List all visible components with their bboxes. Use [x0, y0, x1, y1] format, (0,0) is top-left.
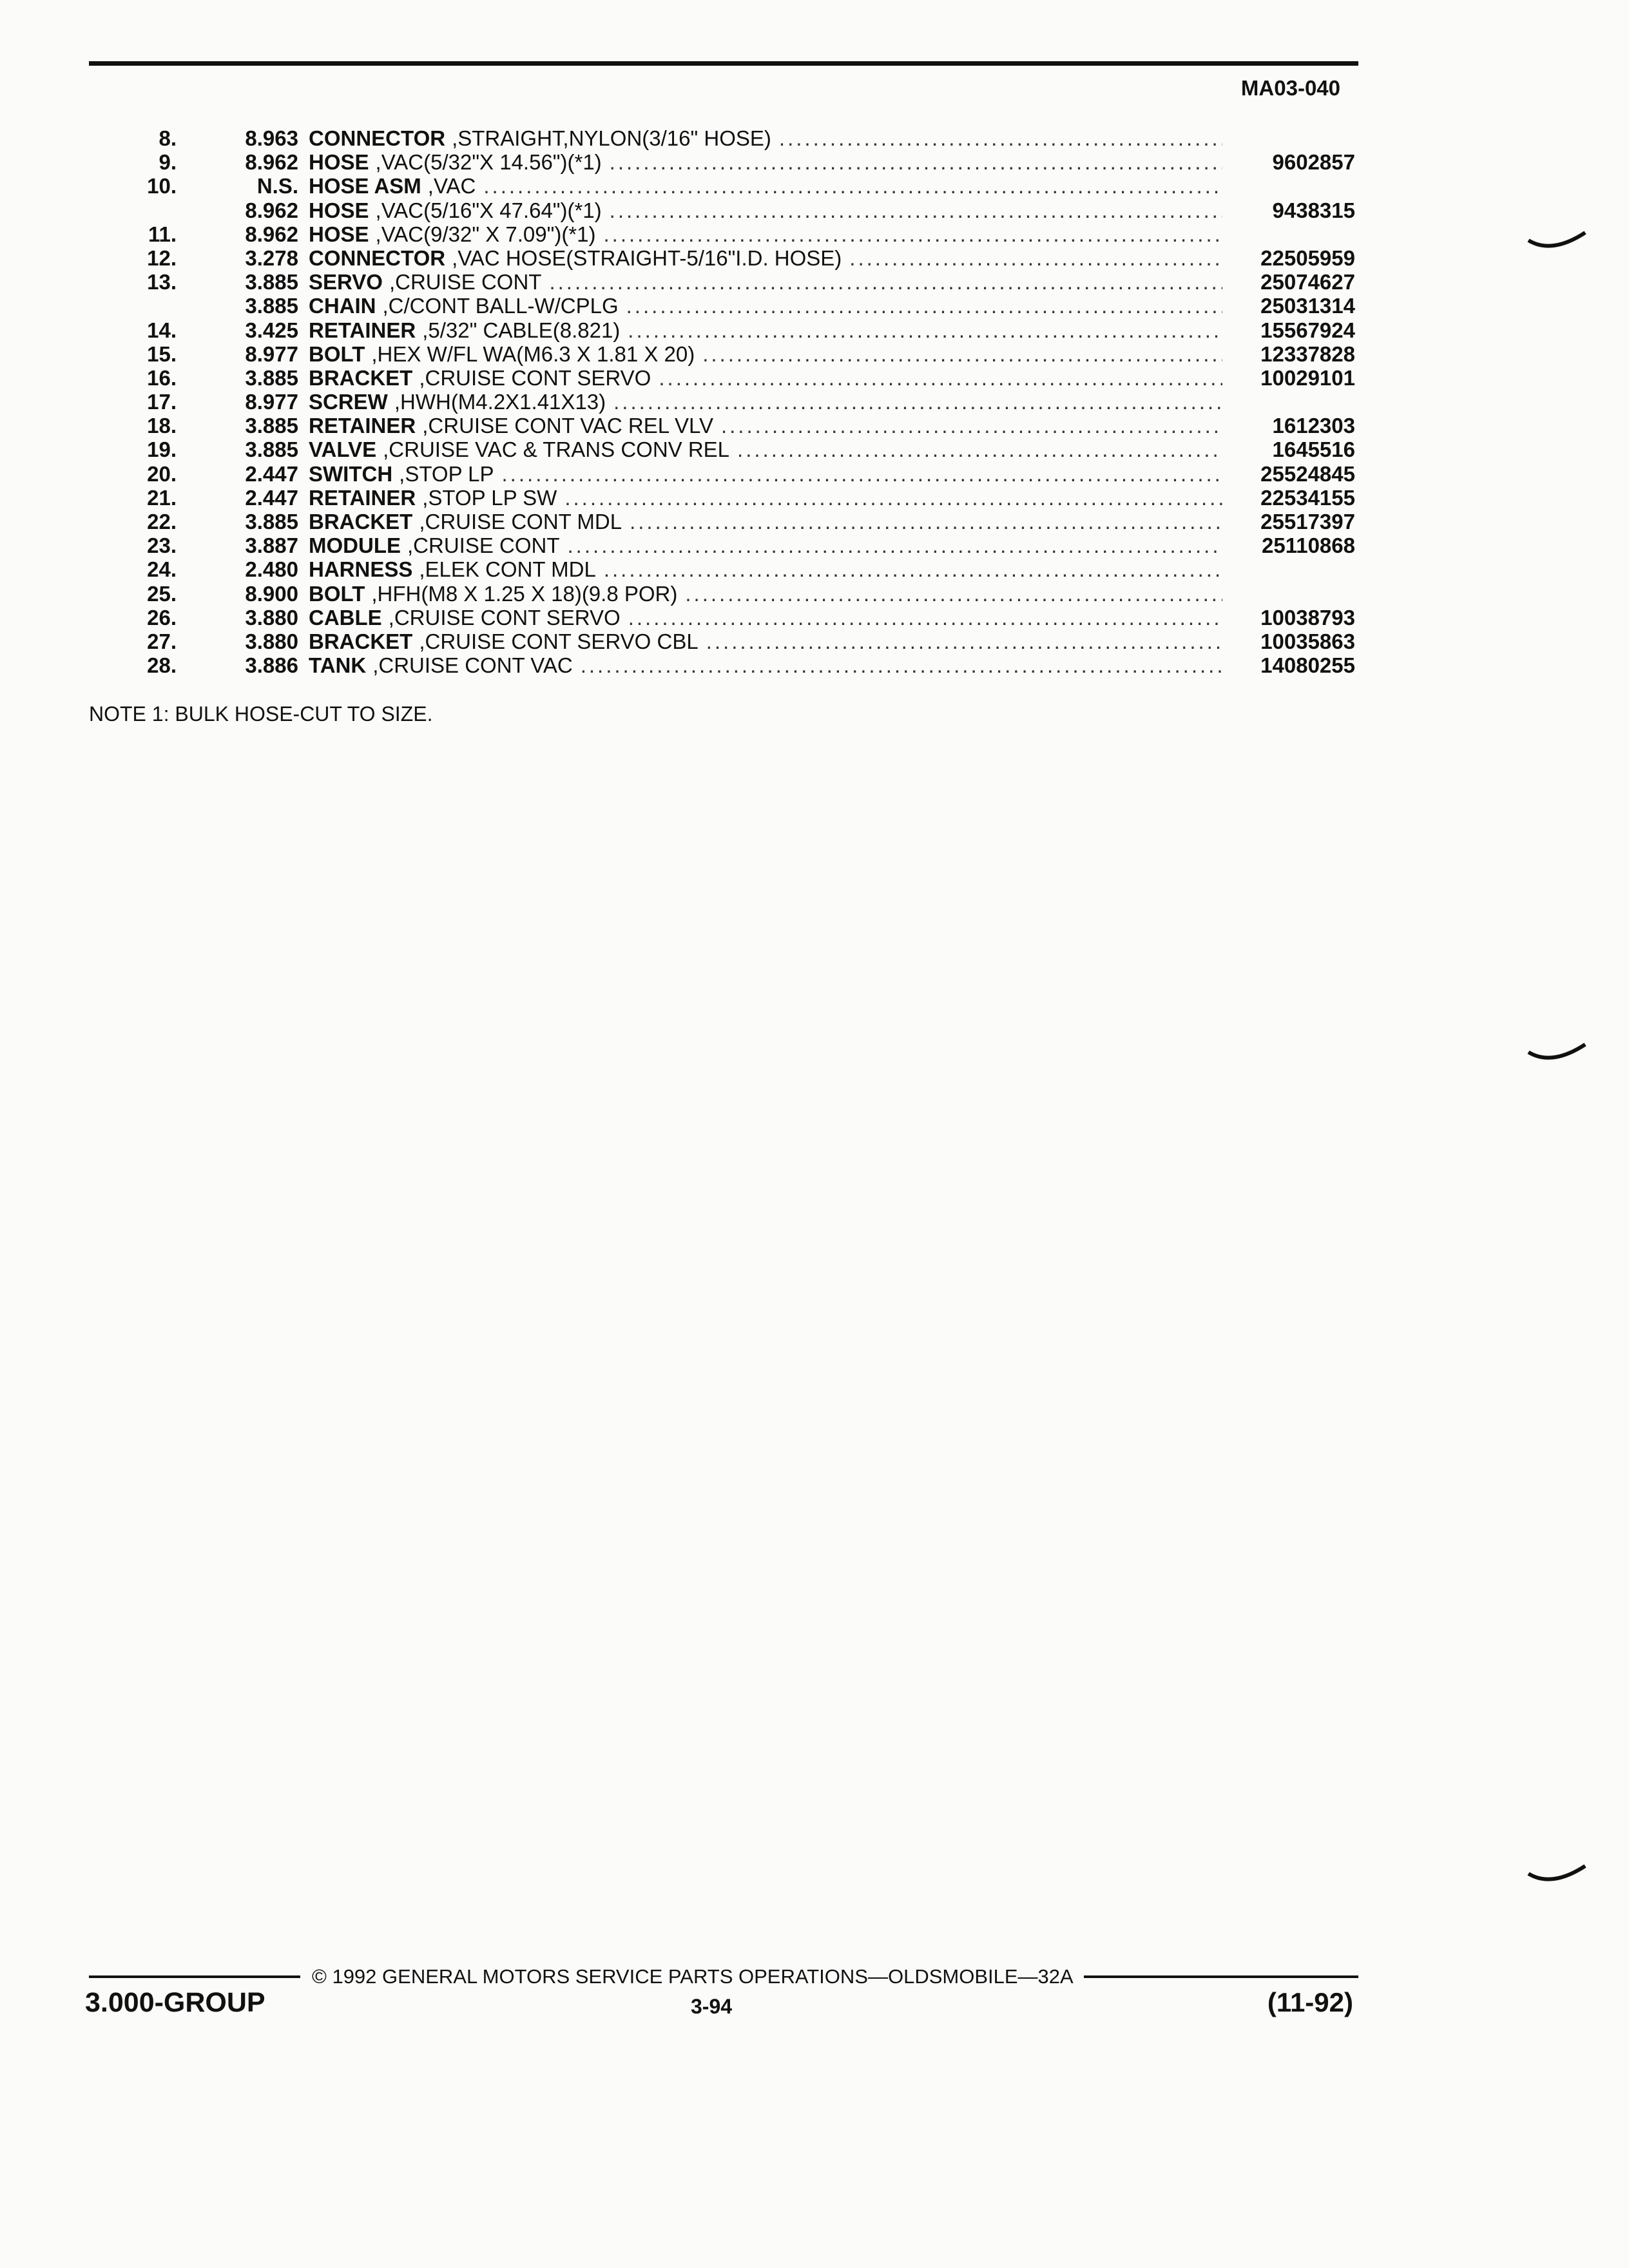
parts-row — [89, 462, 1355, 486]
part-description — [298, 462, 1226, 486]
part-number: 9602857 — [1272, 150, 1355, 175]
item-index: 22. — [147, 510, 177, 533]
parts-row — [89, 342, 1355, 366]
leader-dots — [630, 510, 1222, 533]
copyright-text: © 1992 GENERAL MOTORS SERVICE PARTS OPERATIONS—OLDSMOBILE—32A — [312, 1965, 1074, 1988]
part-name: RETAINER — [309, 485, 416, 510]
leader-dots — [737, 437, 1222, 461]
part-number: 10035863 — [1260, 629, 1355, 653]
part-name: SCREW — [309, 390, 388, 414]
part-description — [298, 222, 1226, 246]
part-detail: ,CRUISE CONT VAC — [372, 653, 573, 678]
item-index: 24. — [147, 557, 177, 582]
item-index: 28. — [147, 653, 177, 678]
part-description — [298, 557, 1226, 581]
part-name: SWITCH — [309, 461, 393, 486]
leader-dots — [779, 126, 1222, 150]
leader-dots — [685, 582, 1222, 606]
part-number: 25074627 — [1260, 270, 1355, 294]
leader-dots — [610, 198, 1222, 222]
part-description — [298, 246, 1226, 270]
part-name: RETAINER — [309, 318, 416, 342]
leader-dots — [604, 557, 1222, 581]
parts-row — [89, 198, 1355, 222]
part-number: 22505959 — [1260, 245, 1355, 270]
parts-row — [89, 390, 1355, 414]
group-code: 2.447 — [245, 461, 298, 486]
group-code: 3.425 — [245, 318, 298, 342]
part-description — [298, 390, 1226, 414]
parts-row — [89, 222, 1355, 246]
parts-row — [89, 318, 1355, 342]
leader-dots — [626, 294, 1222, 318]
revision-date: (11-92) — [1267, 1987, 1353, 2017]
part-number: 25110868 — [1261, 533, 1355, 558]
group-code: N.S. — [256, 174, 298, 198]
group-code: 3.887 — [245, 533, 298, 558]
part-description — [298, 318, 1226, 342]
group-code: 2.447 — [245, 485, 298, 510]
part-detail: ,CRUISE CONT VAC REL VLV — [422, 414, 713, 438]
part-name: RETAINER — [309, 414, 416, 438]
group-code: 3.886 — [245, 653, 298, 678]
item-index: 12. — [147, 245, 177, 270]
part-name: SERVO — [309, 270, 383, 294]
part-description — [298, 437, 1226, 461]
item-index: 25. — [147, 581, 177, 606]
part-name: HOSE — [309, 222, 369, 246]
item-index: 9. — [159, 150, 177, 175]
part-description — [298, 510, 1226, 533]
group-code: 8.900 — [245, 581, 298, 606]
leader-dots — [849, 246, 1222, 270]
part-detail: ,VAC HOSE(STRAIGHT-5/16"I.D. HOSE) — [452, 245, 842, 270]
part-name: HOSE ASM — [309, 174, 421, 198]
item-index: 10. — [147, 174, 177, 198]
leader-dots — [610, 150, 1222, 174]
part-name: CABLE — [309, 605, 382, 629]
part-number: 25524845 — [1260, 461, 1355, 486]
binder-hole-mark-2 — [1526, 1041, 1588, 1069]
footer-copyright-line — [89, 1965, 1358, 1988]
item-index: 26. — [147, 605, 177, 629]
leader-dots — [659, 366, 1222, 390]
part-detail: ,CRUISE CONT MDL — [419, 510, 622, 533]
part-description — [298, 606, 1226, 629]
group-label: 3.000-GROUP — [85, 1987, 265, 2018]
part-number: 1645516 — [1272, 437, 1355, 462]
part-description — [298, 126, 1226, 150]
part-detail: ,5/32" CABLE(8.821) — [422, 318, 621, 342]
group-code: 8.962 — [245, 198, 298, 222]
group-code: 3.885 — [245, 414, 298, 438]
parts-row — [89, 174, 1355, 198]
parts-row — [89, 414, 1355, 437]
group-code: 3.278 — [245, 245, 298, 270]
part-name: BRACKET — [309, 629, 413, 653]
parts-row — [89, 150, 1355, 174]
part-number — [1226, 390, 1355, 414]
part-name: CHAIN — [309, 294, 376, 318]
item-index: 8. — [159, 126, 177, 150]
item-index: 21. — [147, 485, 177, 510]
part-detail: ,CRUISE CONT — [389, 270, 542, 294]
parts-row — [89, 606, 1355, 629]
item-index — [89, 198, 177, 222]
part-detail: ,ELEK CONT MDL — [419, 557, 596, 582]
part-description — [298, 270, 1226, 294]
item-index — [89, 294, 177, 318]
part-detail: ,CRUISE CONT SERVO — [419, 365, 651, 390]
parts-row — [89, 510, 1355, 533]
part-description — [298, 582, 1226, 606]
part-detail: ,CRUISE CONT SERVO — [388, 605, 621, 629]
part-detail: ,HFH(M8 X 1.25 X 18)(9.8 POR) — [371, 581, 678, 606]
part-number: 12337828 — [1260, 341, 1355, 366]
parts-row — [89, 437, 1355, 461]
part-name: VALVE — [309, 437, 377, 462]
part-name: HARNESS — [309, 557, 413, 582]
parts-row — [89, 246, 1355, 270]
part-number: 25517397 — [1260, 510, 1355, 533]
leader-dots — [564, 486, 1222, 510]
group-code: 3.880 — [245, 605, 298, 629]
part-number: 10038793 — [1260, 605, 1355, 629]
part-number — [1226, 557, 1355, 581]
item-index: 16. — [147, 365, 177, 390]
part-description — [298, 366, 1226, 390]
part-name: MODULE — [309, 533, 401, 558]
item-index: 13. — [147, 270, 177, 294]
parts-row — [89, 653, 1355, 677]
leader-dots — [628, 318, 1222, 342]
part-name: BOLT — [309, 341, 365, 366]
part-name: BOLT — [309, 581, 365, 606]
leader-dots — [549, 270, 1222, 294]
part-description — [298, 533, 1226, 557]
group-code: 3.885 — [245, 270, 298, 294]
leader-dots — [613, 390, 1222, 414]
part-description — [298, 150, 1226, 174]
part-detail: ,CRUISE VAC & TRANS CONV REL — [383, 437, 730, 462]
part-detail: ,STRAIGHT,NYLON(3/16" HOSE) — [452, 126, 771, 150]
part-number — [1226, 174, 1355, 198]
parts-row — [89, 629, 1355, 653]
group-code: 3.880 — [245, 629, 298, 653]
parts-row — [89, 486, 1355, 510]
part-number: 10029101 — [1260, 365, 1355, 390]
footnote: NOTE 1: BULK HOSE-CUT TO SIZE. — [89, 702, 433, 726]
part-number: 25031314 — [1260, 294, 1355, 318]
page-number: 3-94 — [691, 1995, 733, 2018]
part-description — [298, 294, 1226, 318]
footer-rule-left — [89, 1975, 300, 1978]
part-detail: ,CRUISE CONT SERVO CBL — [419, 629, 699, 653]
parts-row — [89, 294, 1355, 318]
leader-dots — [581, 653, 1222, 677]
leader-dots — [604, 222, 1223, 246]
part-name: CONNECTOR — [309, 245, 446, 270]
group-code: 3.885 — [245, 294, 298, 318]
group-code: 8.962 — [245, 150, 298, 175]
part-detail: ,VAC(5/32"X 14.56")(*1) — [375, 150, 602, 175]
part-detail: ,HWH(M4.2X1.41X13) — [394, 390, 606, 414]
item-index: 23. — [147, 533, 177, 558]
part-number: 22534155 — [1260, 485, 1355, 510]
part-number: 15567924 — [1260, 318, 1355, 342]
part-detail: ,VAC(9/32" X 7.09")(*1) — [375, 222, 596, 246]
part-detail: ,VAC(5/16"X 47.64")(*1) — [375, 198, 602, 222]
group-code: 3.885 — [245, 365, 298, 390]
part-description — [298, 629, 1226, 653]
item-index: 14. — [147, 318, 177, 342]
part-number: 1612303 — [1272, 414, 1355, 438]
top-rule — [89, 61, 1358, 66]
footer-rule-right — [1084, 1975, 1358, 1978]
part-name: CONNECTOR — [309, 126, 446, 150]
part-name: TANK — [309, 653, 367, 678]
item-index: 19. — [147, 437, 177, 462]
item-index: 11. — [148, 222, 177, 246]
group-code: 3.885 — [245, 437, 298, 462]
leader-dots — [721, 414, 1222, 437]
part-detail: ,HEX W/FL WA(M6.3 X 1.81 X 20) — [371, 341, 695, 366]
part-description — [298, 486, 1226, 510]
leader-dots — [628, 606, 1222, 629]
item-index: 18. — [147, 414, 177, 438]
part-description — [298, 174, 1226, 198]
page-id: MA03-040 — [1240, 76, 1340, 100]
leader-dots — [483, 174, 1222, 198]
group-code: 8.962 — [245, 222, 298, 246]
parts-row — [89, 270, 1355, 294]
part-name: HOSE — [309, 198, 369, 222]
part-name: BRACKET — [309, 365, 413, 390]
part-number — [1226, 582, 1355, 606]
leader-dots — [702, 342, 1222, 366]
parts-row — [89, 582, 1355, 606]
leader-dots — [568, 533, 1222, 557]
group-code: 8.963 — [245, 126, 298, 150]
item-index: 17. — [147, 390, 177, 414]
parts-row — [89, 533, 1355, 557]
part-detail: ,STOP LP SW — [422, 485, 557, 510]
part-detail: ,VAC — [427, 174, 476, 198]
part-description — [298, 653, 1226, 677]
part-description — [298, 414, 1226, 437]
part-detail: ,C/CONT BALL-W/CPLG — [382, 294, 619, 318]
binder-hole-mark-1 — [1526, 229, 1588, 257]
part-name: HOSE — [309, 150, 369, 175]
part-description — [298, 342, 1226, 366]
part-number — [1226, 222, 1355, 246]
parts-list — [89, 126, 1355, 677]
group-code: 2.480 — [245, 557, 298, 582]
part-detail: ,CRUISE CONT — [407, 533, 560, 558]
part-description — [298, 198, 1226, 222]
binder-hole-mark-3 — [1526, 1862, 1588, 1890]
group-code: 3.885 — [245, 510, 298, 533]
part-name: BRACKET — [309, 510, 413, 533]
part-number: 9438315 — [1272, 198, 1355, 222]
parts-row — [89, 557, 1355, 581]
part-detail: ,STOP LP — [399, 461, 494, 486]
leader-dots — [502, 462, 1222, 486]
part-number — [1226, 126, 1355, 150]
item-index: 27. — [147, 629, 177, 653]
parts-row — [89, 366, 1355, 390]
leader-dots — [706, 629, 1222, 653]
group-code: 8.977 — [245, 390, 298, 414]
item-index: 20. — [147, 461, 177, 486]
parts-row — [89, 126, 1355, 150]
item-index: 15. — [147, 341, 177, 366]
part-number: 14080255 — [1260, 653, 1355, 678]
group-code: 8.977 — [245, 341, 298, 366]
